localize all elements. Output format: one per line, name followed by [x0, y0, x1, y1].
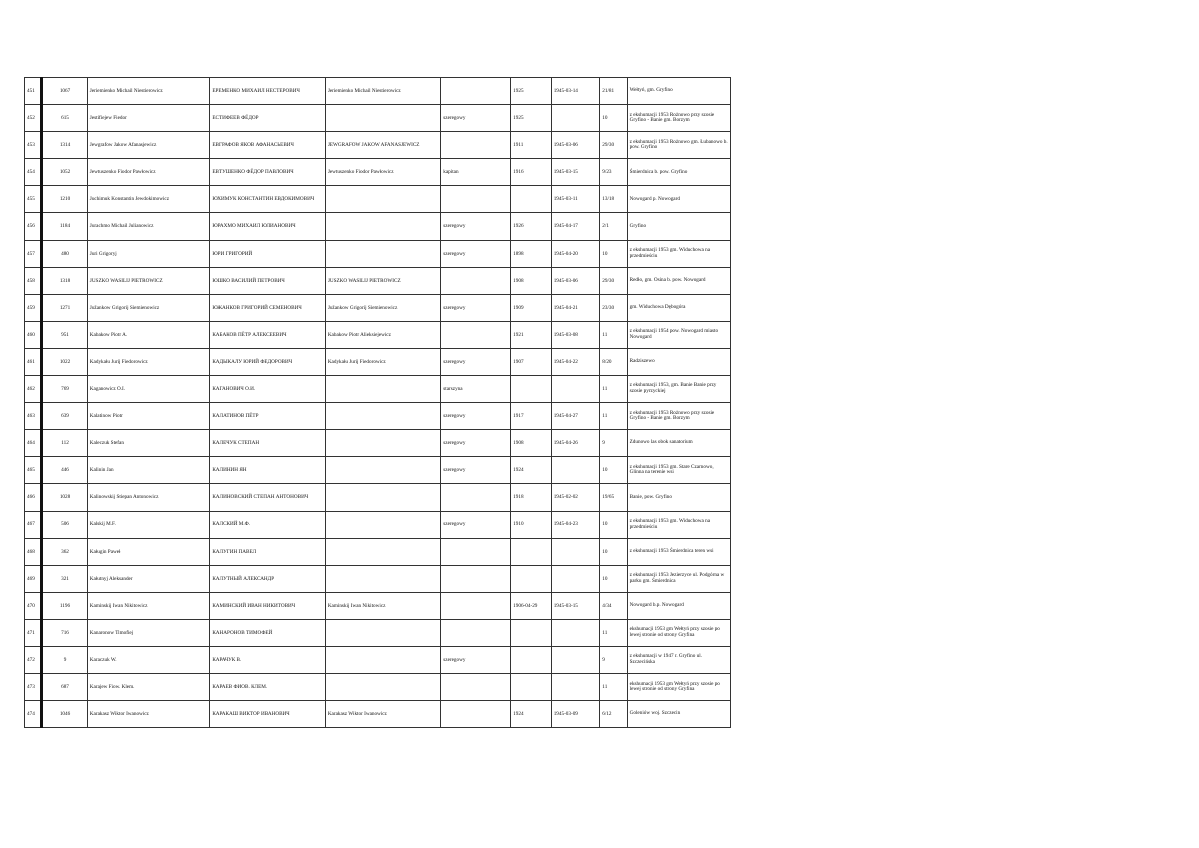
birth-year-cell [511, 646, 552, 673]
rank-cell: szeregowy [441, 213, 511, 240]
record-id-cell: 1210 [42, 186, 88, 213]
name-russian-cell: КАЛСКИЙ М.Ф. [210, 511, 325, 538]
name-russian-cell: КАРАКАШ ВИКТОР ИВАНОВИЧ [210, 701, 325, 728]
record-id-cell: 446 [42, 457, 88, 484]
birth-year-cell: 1926 [511, 213, 552, 240]
grave-number-cell: 11 [600, 321, 627, 348]
burial-place-cell: z ekshumacji 1953 Rożnowo gm. Łubanowo b. pow. Gryfino [627, 132, 730, 159]
rank-cell [441, 78, 511, 105]
table-row [25, 240, 731, 267]
death-date-cell: 1945-03-14 [551, 78, 600, 105]
name-polish-cell: Jeriemienko Michail Niestierowicz [87, 78, 210, 105]
record-id-cell: 9 [42, 646, 88, 673]
name-transliterated-cell [325, 511, 440, 538]
row-number-cell: 467 [25, 511, 42, 538]
name-transliterated-cell: Karakasz Wiktor Iwanowicz [325, 701, 440, 728]
burial-register-table [24, 77, 731, 728]
death-date-cell: 1945-04-23 [551, 511, 600, 538]
register-sheet [24, 77, 731, 728]
table-row [25, 321, 731, 348]
table-row [25, 538, 731, 565]
name-transliterated-cell [325, 646, 440, 673]
death-date-cell: 1945-03-15 [551, 592, 600, 619]
rank-cell [441, 132, 511, 159]
name-transliterated-cell [325, 674, 440, 701]
grave-number-cell: 9/23 [600, 159, 627, 186]
name-polish-cell: Južankow Grigorij Siemienowicz [87, 294, 210, 321]
name-polish-cell: Jewtuszenko Fiodor Pawłowicz [87, 159, 210, 186]
death-date-cell [551, 538, 600, 565]
death-date-cell: 1945-03-09 [551, 701, 600, 728]
death-date-cell: 1945-03-06 [551, 267, 600, 294]
death-date-cell: 1945-02-02 [551, 484, 600, 511]
table-row [25, 674, 731, 701]
table-row [25, 105, 731, 132]
burial-place-cell: ekshumacji 1953 gm Wełtyń przy szosie po lewej stronie od strony Gryfina [627, 674, 730, 701]
name-polish-cell: Kalinin Jan [87, 457, 210, 484]
name-polish-cell: Kaganowicz O.I. [87, 376, 210, 403]
row-number-cell: 460 [25, 321, 42, 348]
death-date-cell [551, 376, 600, 403]
name-russian-cell: ЮРАХМО МИХАИЛ ЮЛИАНОВИЧ [210, 213, 325, 240]
record-id-cell: 362 [42, 538, 88, 565]
death-date-cell [551, 565, 600, 592]
grave-number-cell: 10 [600, 511, 627, 538]
birth-year-cell: 1916 [511, 159, 552, 186]
grave-number-cell: 6/12 [600, 701, 627, 728]
name-transliterated-cell: JEWGRAFOW JAKOW AFANASJEWICZ [325, 132, 440, 159]
name-polish-cell: Karakasz Wiktor Iwanowicz [87, 701, 210, 728]
rank-cell: szeregowy [441, 457, 511, 484]
name-russian-cell: КАРАЧУК В. [210, 646, 325, 673]
name-polish-cell: Juchimuk Konstantin Jewdokimowicz [87, 186, 210, 213]
table-row [25, 78, 731, 105]
name-transliterated-cell [325, 240, 440, 267]
name-transliterated-cell: Južankow Grigorij Siemienowicz [325, 294, 440, 321]
row-number-cell: 465 [25, 457, 42, 484]
name-polish-cell: Karajew Fiow. Klem. [87, 674, 210, 701]
name-transliterated-cell [325, 538, 440, 565]
name-russian-cell: КАЛИНОВСКИЙ СТЕПАН АНТОНОВИЧ [210, 484, 325, 511]
name-russian-cell: КАЛУТНЫЙ АЛЕКСАНДР [210, 565, 325, 592]
name-russian-cell: КАНАРОНОВ ТИМОФЕЙ [210, 619, 325, 646]
name-transliterated-cell [325, 213, 440, 240]
row-number-cell: 451 [25, 78, 42, 105]
table-row [25, 186, 731, 213]
rank-cell [441, 674, 511, 701]
burial-place-cell: Redło, gm. Osina b. pow. Nowogard [627, 267, 730, 294]
name-transliterated-cell: Jewtuszenko Fiodor Pawłowicz [325, 159, 440, 186]
record-id-cell: 480 [42, 240, 88, 267]
row-number-cell: 452 [25, 105, 42, 132]
birth-year-cell: 1908 [511, 430, 552, 457]
burial-place-cell: Zdunowo las obok sanatorium [627, 430, 730, 457]
name-russian-cell: КАЛИНИН ЯН [210, 457, 325, 484]
birth-year-cell: 1906-04-29 [511, 592, 552, 619]
table-row [25, 267, 731, 294]
table-row [25, 213, 731, 240]
name-transliterated-cell: Kadykału Jurij Fiedorowicz [325, 348, 440, 375]
grave-number-cell: 4/34 [600, 592, 627, 619]
name-russian-cell: ЕВТУШЕНКО ФЁДОР ПАВЛОВИЧ [210, 159, 325, 186]
row-number-cell: 453 [25, 132, 42, 159]
birth-year-cell: 1924 [511, 701, 552, 728]
register-body [25, 78, 731, 728]
table-row [25, 646, 731, 673]
table-row [25, 430, 731, 457]
name-russian-cell: ЕСТИФЕЕВ ФЁДОР [210, 105, 325, 132]
table-row [25, 592, 731, 619]
name-polish-cell: Juri Grigoryj [87, 240, 210, 267]
name-russian-cell: ЕВГРАФОВ ЯКОВ АФАНАСЬЕВИЧ [210, 132, 325, 159]
row-number-cell: 456 [25, 213, 42, 240]
death-date-cell: 1945-03-06 [551, 132, 600, 159]
table-row [25, 294, 731, 321]
grave-number-cell: 23/30 [600, 294, 627, 321]
record-id-cell: 1318 [42, 267, 88, 294]
name-polish-cell: Kaminskij Iwan Nikitowicz [87, 592, 210, 619]
death-date-cell [551, 105, 600, 132]
name-transliterated-cell [325, 484, 440, 511]
death-date-cell [551, 646, 600, 673]
grave-number-cell: 9 [600, 646, 627, 673]
grave-number-cell: 29/30 [600, 267, 627, 294]
table-row [25, 484, 731, 511]
table-row [25, 619, 731, 646]
burial-place-cell: Nowogard p. Nowogard [627, 186, 730, 213]
row-number-cell: 455 [25, 186, 42, 213]
name-russian-cell: КАГАНОВИЧ О.И. [210, 376, 325, 403]
name-transliterated-cell: Kabakow Piotr Alieksiejewicz [325, 321, 440, 348]
burial-place-cell: z ekshumacji 1953 Jezierzyce ul. Podgórna w parku gm. Śmierdnica [627, 565, 730, 592]
birth-year-cell: 1924 [511, 457, 552, 484]
row-number-cell: 469 [25, 565, 42, 592]
birth-year-cell [511, 186, 552, 213]
row-number-cell: 454 [25, 159, 42, 186]
name-russian-cell: КАРАЕВ ФИОВ. КЛЕМ. [210, 674, 325, 701]
grave-number-cell: 10 [600, 105, 627, 132]
grave-number-cell: 10 [600, 240, 627, 267]
record-id-cell: 1052 [42, 159, 88, 186]
birth-year-cell [511, 674, 552, 701]
birth-year-cell: 1907 [511, 348, 552, 375]
row-number-cell: 471 [25, 619, 42, 646]
rank-cell: szeregowy [441, 294, 511, 321]
row-number-cell: 466 [25, 484, 42, 511]
rank-cell: szeregowy [441, 511, 511, 538]
name-transliterated-cell [325, 376, 440, 403]
table-row [25, 457, 731, 484]
rank-cell [441, 565, 511, 592]
row-number-cell: 459 [25, 294, 42, 321]
name-polish-cell: Jestifiejew Fiedor [87, 105, 210, 132]
row-number-cell: 462 [25, 376, 42, 403]
record-id-cell: 1028 [42, 484, 88, 511]
rank-cell [441, 538, 511, 565]
death-date-cell [551, 457, 600, 484]
name-russian-cell: ЮЖАНКОВ ГРИГОРИЙ СЕМЕНОВИЧ [210, 294, 325, 321]
rank-cell [441, 592, 511, 619]
birth-year-cell: 1925 [511, 78, 552, 105]
grave-number-cell: 11 [600, 619, 627, 646]
table-row [25, 348, 731, 375]
grave-number-cell: 9 [600, 430, 627, 457]
death-date-cell: 1945-04-27 [551, 403, 600, 430]
row-number-cell: 472 [25, 646, 42, 673]
burial-place-cell: z ekshumacji w 1947 r. Gryfino ul. Szczecińska [627, 646, 730, 673]
rank-cell [441, 619, 511, 646]
rank-cell [441, 484, 511, 511]
birth-year-cell: 1918 [511, 484, 552, 511]
table-row [25, 565, 731, 592]
record-id-cell: 769 [42, 376, 88, 403]
row-number-cell: 473 [25, 674, 42, 701]
record-id-cell: 321 [42, 565, 88, 592]
burial-place-cell: Wełtyń, gm. Gryfino [627, 78, 730, 105]
name-polish-cell: Kaługin Paweł [87, 538, 210, 565]
name-transliterated-cell: Jeriemienko Michail Niestierowicz [325, 78, 440, 105]
burial-place-cell: Śmierdnica b. pow. Gryfino [627, 159, 730, 186]
burial-place-cell: z ekshumacji 1953 Rożnowo przy szosie Gryfino - Banie gm. Borzym [627, 105, 730, 132]
name-russian-cell: КАЛАТИНОВ ПЁТР [210, 403, 325, 430]
record-id-cell: 951 [42, 321, 88, 348]
name-russian-cell: ЕРЕМЕНКО МИХАИЛ НЕСТЕРОВИЧ [210, 78, 325, 105]
birth-year-cell [511, 619, 552, 646]
name-polish-cell: Kalatinow Piotr [87, 403, 210, 430]
birth-year-cell [511, 376, 552, 403]
rank-cell [441, 267, 511, 294]
name-polish-cell: Kalinowskij Stiepan Antonowicz [87, 484, 210, 511]
record-id-cell: 1067 [42, 78, 88, 105]
row-number-cell: 463 [25, 403, 42, 430]
death-date-cell: 1945-03-11 [551, 186, 600, 213]
burial-place-cell: z ekshumacji 1953, gm. Banie Banie przy szosie pyrzyckiej [627, 376, 730, 403]
death-date-cell: 1945-04-21 [551, 294, 600, 321]
name-polish-cell: Kabakow Piotr A. [87, 321, 210, 348]
name-transliterated-cell [325, 430, 440, 457]
birth-year-cell: 1911 [511, 132, 552, 159]
death-date-cell: 1945-04-17 [551, 213, 600, 240]
row-number-cell: 470 [25, 592, 42, 619]
name-russian-cell: КАМИНСКИЙ ИВАН НИКИТОВИЧ [210, 592, 325, 619]
death-date-cell: 1945-04-20 [551, 240, 600, 267]
row-number-cell: 464 [25, 430, 42, 457]
record-id-cell: 1271 [42, 294, 88, 321]
record-id-cell: 506 [42, 511, 88, 538]
death-date-cell: 1945-04-22 [551, 348, 600, 375]
name-russian-cell: КАЛЕЧУК СТЕПАН [210, 430, 325, 457]
record-id-cell: 639 [42, 403, 88, 430]
burial-place-cell: z ekshumacji 1953 gm. Widuchowa na przedmieściu [627, 240, 730, 267]
row-number-cell: 457 [25, 240, 42, 267]
burial-place-cell: z ekshumacji 1953 gm. Widuchowa na przedmieściu [627, 511, 730, 538]
burial-place-cell: z ekshumacji 1954 pow. Nowogard miasto Nowogard [627, 321, 730, 348]
grave-number-cell: 21/81 [600, 78, 627, 105]
name-polish-cell: Kałutnyj Aleksander [87, 565, 210, 592]
record-id-cell: 1196 [42, 592, 88, 619]
name-russian-cell: КАБАКОВ ПЁТР АЛЕКСЕЕВИЧ [210, 321, 325, 348]
burial-place-cell: Gryfino [627, 213, 730, 240]
name-transliterated-cell [325, 457, 440, 484]
name-transliterated-cell [325, 565, 440, 592]
grave-number-cell: 2/1 [600, 213, 627, 240]
death-date-cell: 1945-03-15 [551, 159, 600, 186]
rank-cell: szeregowy [441, 646, 511, 673]
row-number-cell: 458 [25, 267, 42, 294]
death-date-cell [551, 674, 600, 701]
grave-number-cell: 11 [600, 674, 627, 701]
table-row [25, 159, 731, 186]
rank-cell: szeregowy [441, 430, 511, 457]
table-row [25, 701, 731, 728]
name-russian-cell: КАЛУГИН ПАВЕЛ [210, 538, 325, 565]
rank-cell [441, 701, 511, 728]
grave-number-cell: 19/65 [600, 484, 627, 511]
burial-place-cell: gm. Widuchowa Dębogóra [627, 294, 730, 321]
name-polish-cell: Kalskij M.F. [87, 511, 210, 538]
birth-year-cell: 1917 [511, 403, 552, 430]
name-transliterated-cell: JUSZKO WASILIJ PIETROWICZ [325, 267, 440, 294]
record-id-cell: 687 [42, 674, 88, 701]
birth-year-cell: 1921 [511, 321, 552, 348]
burial-place-cell: ekshumacji 1953 gm Wełtyń przy szosie po lewej stronie od strony Gryfina [627, 619, 730, 646]
grave-number-cell: 10 [600, 538, 627, 565]
table-row [25, 511, 731, 538]
rank-cell: szeregowy [441, 105, 511, 132]
birth-year-cell: 1898 [511, 240, 552, 267]
birth-year-cell: 1910 [511, 511, 552, 538]
death-date-cell: 1945-03-08 [551, 321, 600, 348]
name-transliterated-cell [325, 186, 440, 213]
grave-number-cell: 10 [600, 565, 627, 592]
name-polish-cell: JUSZKO WASILIJ PIETROWICZ [87, 267, 210, 294]
table-row [25, 403, 731, 430]
name-transliterated-cell [325, 105, 440, 132]
name-polish-cell: Karaczuk W. [87, 646, 210, 673]
grave-number-cell: 8/20 [600, 348, 627, 375]
table-row [25, 376, 731, 403]
rank-cell [441, 186, 511, 213]
burial-place-cell: Goleniów woj. Szczecin [627, 701, 730, 728]
record-id-cell: 1314 [42, 132, 88, 159]
record-id-cell: 1046 [42, 701, 88, 728]
table-row [25, 132, 731, 159]
birth-year-cell [511, 565, 552, 592]
name-russian-cell: ЮХИМУК КОНСТАНТИН ЕВДОКИМОВИЧ [210, 186, 325, 213]
name-russian-cell: ЮШКО ВАСИЛИЙ ПЕТРОВИЧ [210, 267, 325, 294]
burial-place-cell: z ekshumacji 1953 Śmierdnica teren wsi [627, 538, 730, 565]
name-polish-cell: Kaleczuk Stefan [87, 430, 210, 457]
rank-cell: szeregowy [441, 348, 511, 375]
name-russian-cell: ЮРИ ГРИГОРИЙ [210, 240, 325, 267]
name-polish-cell: Kanaronow Timofiej [87, 619, 210, 646]
name-transliterated-cell [325, 619, 440, 646]
record-id-cell: 716 [42, 619, 88, 646]
grave-number-cell: 13/18 [600, 186, 627, 213]
row-number-cell: 468 [25, 538, 42, 565]
name-transliterated-cell [325, 403, 440, 430]
burial-place-cell: Radziszewo [627, 348, 730, 375]
burial-place-cell: z ekshumacji 1953 Rożnowo przy szosie Gryfino - Banie gm. Borzym [627, 403, 730, 430]
burial-place-cell: Banie, pow. Gryfino [627, 484, 730, 511]
burial-place-cell: z ekshumacji 1953 gm. Stare Czarnowo, Glinna na terenie wsi [627, 457, 730, 484]
grave-number-cell: 10 [600, 457, 627, 484]
rank-cell: szeregowy [441, 240, 511, 267]
name-polish-cell: Jewgrafow Jakow Afanasjewicz [87, 132, 210, 159]
burial-place-cell: Nowogard b.p. Nowogard [627, 592, 730, 619]
birth-year-cell: 1925 [511, 105, 552, 132]
grave-number-cell: 11 [600, 376, 627, 403]
grave-number-cell: 11 [600, 403, 627, 430]
rank-cell [441, 321, 511, 348]
record-id-cell: 1184 [42, 213, 88, 240]
name-polish-cell: Kadykału Jurij Fiedorowicz [87, 348, 210, 375]
name-polish-cell: Jurachmo Michail Julianowicz [87, 213, 210, 240]
record-id-cell: 112 [42, 430, 88, 457]
birth-year-cell: 1908 [511, 267, 552, 294]
death-date-cell: 1945-04-26 [551, 430, 600, 457]
rank-cell: starszyna [441, 376, 511, 403]
rank-cell: kapitan [441, 159, 511, 186]
grave-number-cell: 29/30 [600, 132, 627, 159]
record-id-cell: 615 [42, 105, 88, 132]
death-date-cell [551, 619, 600, 646]
name-transliterated-cell: Kaminskij Iwan Nikitowicz [325, 592, 440, 619]
row-number-cell: 474 [25, 701, 42, 728]
birth-year-cell [511, 538, 552, 565]
record-id-cell: 1022 [42, 348, 88, 375]
name-russian-cell: КАДЫКАЛУ ЮРИЙ ФЕДОРОВИЧ [210, 348, 325, 375]
birth-year-cell: 1909 [511, 294, 552, 321]
rank-cell: szeregowy [441, 403, 511, 430]
row-number-cell: 461 [25, 348, 42, 375]
